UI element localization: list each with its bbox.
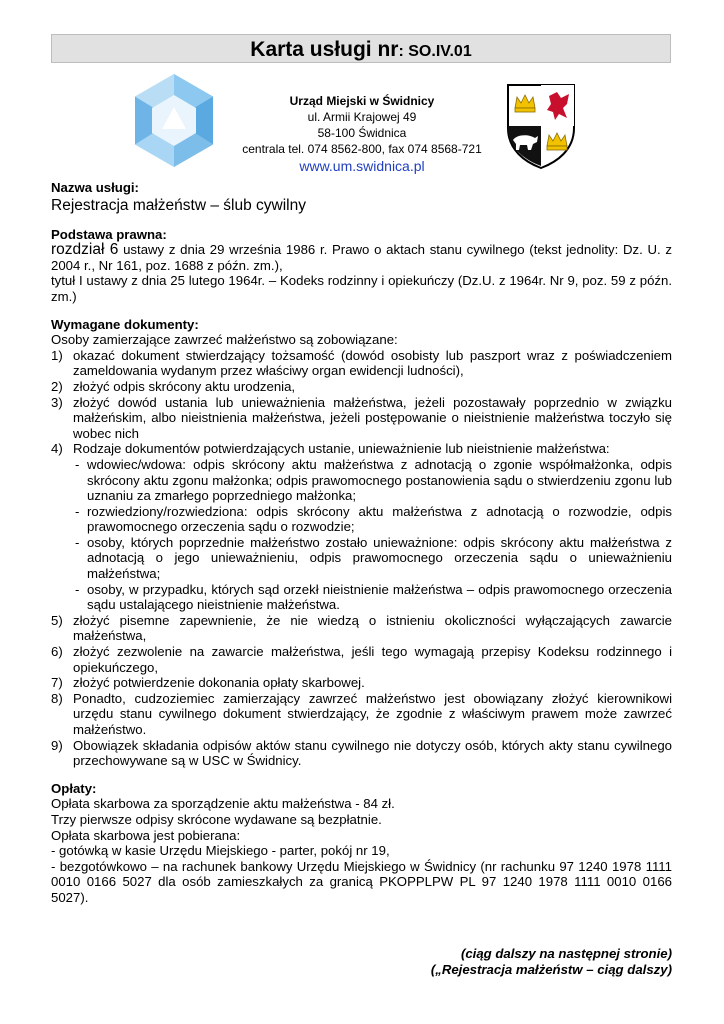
legal-basis-line-1 xyxy=(51,242,672,273)
legal-basis-heading: Podstawa prawna: xyxy=(51,226,167,242)
legal-basis-line-2: tytuł I ustawy z dnia 25 lutego 1964r. – Kodeks rodzinny i opiekuńczy (Dz.U. z 1964r. Nr 9, poz. 59 z późn. zm.) xyxy=(51,273,672,304)
list-item: 1) okazać dokument stwierdzający tożsamość (dowód osobisty lub paszport wraz z poświadczeniem zameldowania wydanym przez właściwy organ ewidencji ludności), xyxy=(51,347,672,379)
title-main: Karta usługi nr xyxy=(250,38,399,61)
legal-basis-act-1: ustawy z dnia 29 września 1986 r. Prawo o aktach stanu cywilnego (tekst jednolity: Dz. U. z 2004 r., Nr 161, poz. 1688 z późn. zm.), xyxy=(51,242,672,273)
coat-of-arms-icon xyxy=(505,82,577,170)
fee-line: Opłata skarbowa jest pobierana: xyxy=(51,827,241,843)
next-page-title: („Rejestracja małżeństw – ciąg dalszy) xyxy=(430,961,672,977)
page-title xyxy=(51,34,671,63)
fee-line: - bezgotówkowo – na rachunek bankowy Urzędu Miejskiego w Świdnicy (nr rachunku 97 1240 1978 1111 0010 0166 5027 dla osób zamieszkałych za granicą PKOPPLPW PL 97 1240 1978 1111 0010 0166 5027). xyxy=(51,858,672,905)
fees-heading: Opłaty: xyxy=(51,780,97,796)
fee-line: Trzy pierwsze odpisy skrócone wydawane są bezpłatnie. xyxy=(51,811,382,827)
list-item: 7) złożyć potwierdzenie dokonania opłaty skarbowej. xyxy=(51,675,365,691)
service-card-content xyxy=(51,180,672,906)
list-item: 8) Ponadto, cudzoziemiec zamierzający zawrzeć małżeństwo jest obowiązany złożyć kierownikowi urzędu stanu cywilnego dokument stwierdzający, że zgodnie z właściwym prawem może zawrzeć małżeństwo. xyxy=(51,690,672,737)
office-postal-city: 58-100 Świdnica xyxy=(317,126,407,140)
document-types-sublist xyxy=(73,457,672,613)
documents-list xyxy=(51,348,672,769)
continued-note: (ciąg dalszy na następnej stronie) xyxy=(460,946,672,961)
list-item: 9) Obowiązek składania odpisów aktów stanu cywilnego nie dotyczy osób, których akty stanu cywilnego przechowywane są w USC w Świdnicy. xyxy=(51,737,672,769)
fee-line: Opłata skarbowa za sporządzenie aktu małżeństwa - 84 zł. xyxy=(51,796,395,812)
documents-heading: Wymagane dokumenty: xyxy=(51,316,199,332)
list-item: 5) złożyć pisemne zapewnienie, że nie wiedzą o istnieniu okoliczności wyłączających zawarcie małżeństwa, xyxy=(51,612,672,644)
office-street: ul. Armii Krajowej 49 xyxy=(307,110,417,124)
fee-line: - gotówką w kasie Urzędu Miejskiego - parter, pokój nr 19, xyxy=(51,843,390,859)
documents-intro: Osoby zamierzające zawrzeć małżeństwo są zobowiązane: xyxy=(51,332,398,348)
title-code: : SO.IV.01 xyxy=(398,43,472,60)
sublist-item: - osoby, których poprzednie małżeństwo zostało unieważnione: odpis skrócony aktu małżeństwa z adnotacją o jego unieważnieniu, odpis prawomocnego orzeczenia sądu o unieważnieniu małżeństwa; xyxy=(75,534,672,582)
sublist-item: - wdowiec/wdowa: odpis skrócony aktu małżeństwa z adnotacją o zgonie współmałżonka, odpis skrócony aktu zgonu małżonka; odpis prawomocnego postanowienia sądu o stwierdzeniu zgonu lub uznaniu za zmarłego poprzedniego małżonka; xyxy=(75,456,672,504)
sublist-item: - rozwiedziony/rozwiedziona: odpis skrócony aktu małżeństwa z adnotacją o rozwodzie, odpis prawomocnego orzeczenia sądu o rozwodzie; xyxy=(75,503,672,535)
city-logo-icon xyxy=(133,73,215,168)
service-heading: Nazwa usługi: xyxy=(51,180,139,195)
office-website-link[interactable]: www.um.swidnica.pl xyxy=(299,158,425,174)
legal-basis-chapter: rozdział 6 xyxy=(51,241,119,259)
office-header xyxy=(230,93,494,175)
service-name: Rejestracja małżeństw – ślub cywilny xyxy=(51,196,306,214)
list-item: 4) Rodzaje dokumentów potwierdzających ustanie, unieważnienie lub nieistnienie małżeństwa: - wdowiec/wdowa: odpis skrócony aktu małżeństwa z adnotacją o zgonie współmałżonka, odpis skrócony aktu zgonu małżonka; odpis prawomocnego postanowienia sądu o stwierdzeniu zgonu lub uznaniu za zmarłego poprzedniego małżonka; - rozwiedziony/rozwiedziona: odpis skrócony aktu małżeństwa z adnotacją o rozwodzie, odpis prawomocnego orzeczenia sądu o rozwodzie; - osoby, których poprzednie małżeństwo zostało unieważnione: odpis skrócony aktu małżeństwa z adnotacją o jego unieważnieniu, odpis prawomocnego orzeczenia sądu o unieważnieniu małżeństwa; - osoby, w przypadku, których sąd orzekł nieistnienie małżeństwa – odpis prawomocnego orzeczenia sądu ustalającego nieistnienie małżeństwa. xyxy=(51,441,672,613)
list-item: 6) złożyć zezwolenie na zawarcie małżeństwa, jeśli tego wymagają przepisy Kodeksu rodzinnego i opiekuńczego, xyxy=(51,644,672,675)
sublist-item: - osoby, w przypadku, których sąd orzekł nieistnienie małżeństwa – odpis prawomocnego orzeczenia sądu ustalającego nieistnienie małżeństwa. xyxy=(75,581,672,613)
office-phones: centrala tel. 074 8562-800, fax 074 8568-721 xyxy=(242,142,482,156)
office-name: Urząd Miejski w Świdnicy xyxy=(289,94,435,108)
page-footer xyxy=(431,946,672,977)
list-item: 3) złożyć dowód ustania lub unieważnienia małżeństwa, jeżeli pozostawały poprzednio w związku małżeńskim, albo nieistnienia małżeństwa, jeżeli postępowanie o nieistnienie małżeństwa toczyło się wobec nich xyxy=(51,394,672,441)
list-item: 2) złożyć odpis skrócony aktu urodzenia, xyxy=(51,378,296,394)
